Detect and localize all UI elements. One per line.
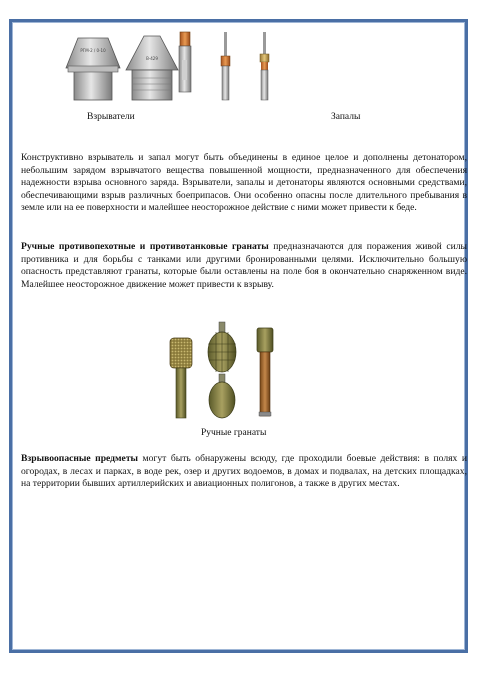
detonator-3-icon [260,32,269,100]
paragraph-fuzes-text: Конструктивно взрыватель и запал могут быть объединены в единое целое и дополнены детонатором, небольшим зарядом взрывчатого вещества повышенной мощности, предназначенного для обеспечения надежности взрыва основного заряда. Взрыватели, запалы и детонаторы являются основными средствами, обеспечивающими взрыв различных боеприпасов. Они особенно опасны после длительного пребывания в земле или на ее поверхности и малейшее неосторожное действие с ними может привести к беде. [21,152,467,214]
paragraph-grenades-text: предназначаются для поражения живой силы противника и для борьбы с танками или другими бронированными целями. Исключительно большую опасность представляют гранаты, которые были оставлены на поле боя в окончательно снаряженном виде. Малейшее неосторожное движение может привести к взрыву. [21,241,467,290]
paragraph-grenades-lead: Ручные противопехотные и противотанковые гранаты [21,241,269,252]
paragraph-explosives [21,453,467,491]
fuze-2-marking: В-429 [146,56,158,61]
stick-grenade-wooden-icon [257,328,273,416]
detonator-1-icon [179,32,191,92]
caption-fuzes: Взрыватели [87,112,135,122]
f1-grenade-icon [208,322,236,372]
paragraph-explosives-text: могут быть обнаружены всюду, где проходили боевые действия: в полях и огородах, в лесах и парках, в воде рек, озер и других водоемов, в домах и подвалах, на детских площадках, на территории бывших артиллерийских и авиационных полигонов, а также в других местах. [21,453,467,490]
fuze-1-icon [66,38,120,100]
fuze-2-icon [126,36,178,100]
caption-grenades: Ручные гранаты [201,428,267,438]
detonator-2-icon [221,32,230,100]
stick-grenade-knurled-icon [170,338,192,418]
egg-grenade-icon [209,374,235,418]
fuze-1-marking: РГМ-2 / 0-10 [80,48,106,53]
paragraph-grenades [21,241,467,291]
caption-detonators: Запалы [331,112,361,122]
fuzes-detonators-illustration [60,30,280,110]
grenades-illustration [162,320,282,420]
paragraph-explosives-lead: Взрывоопасные предметы [21,453,139,464]
paragraph-fuzes [21,152,467,215]
